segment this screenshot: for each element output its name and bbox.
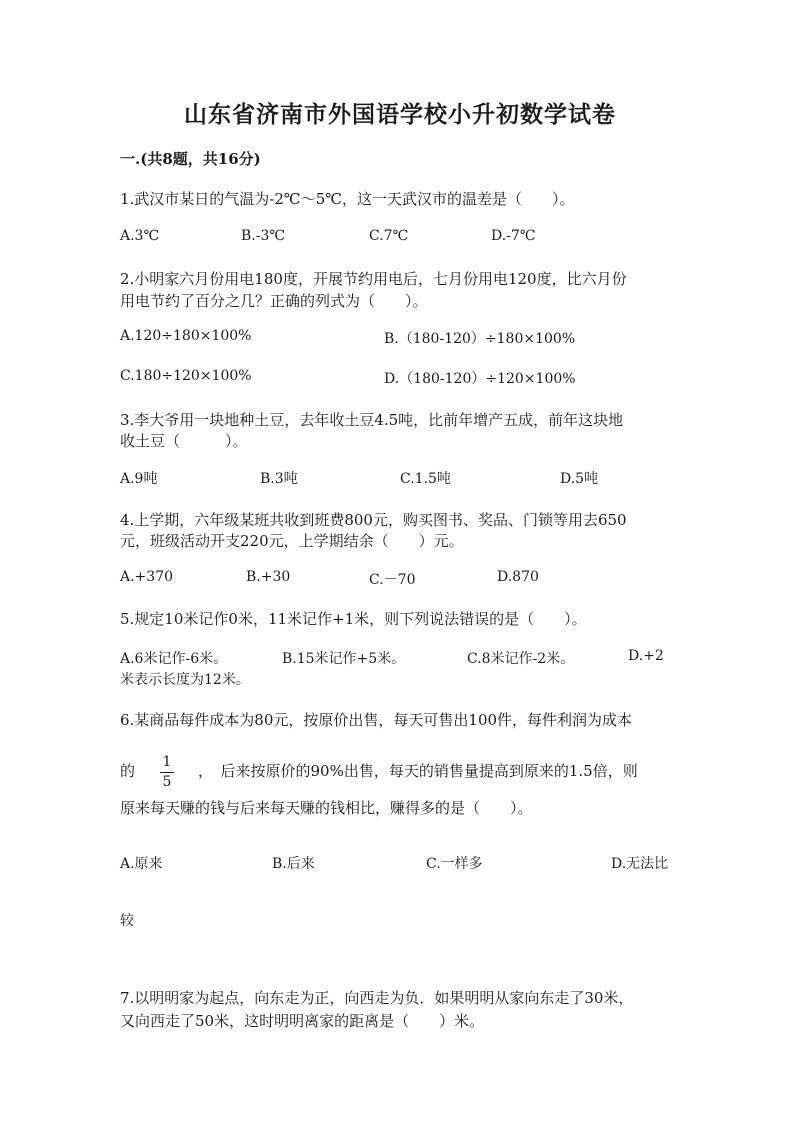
- section-heading: 一.(共8题，共16分): [120, 150, 261, 168]
- question-4-stem-line-2: 元，班级活动开支220元，上学期结余（ ）元。: [120, 532, 464, 550]
- fraction-numerator: 1: [162, 754, 172, 770]
- question-6-option-b: B.后来: [272, 856, 315, 872]
- question-2-option-d: D.（180-120）÷120×100%: [384, 371, 576, 387]
- question-4-option-b: B.+30: [246, 569, 291, 585]
- question-6-option-d: D.无法比: [611, 856, 669, 872]
- question-3-stem-line-2: 收土豆（ ）。: [120, 432, 248, 450]
- question-1-option-c: C.7℃: [369, 228, 409, 244]
- question-3-option-d: D.5吨: [560, 471, 599, 487]
- question-2-stem-line-2: 用电节约了百分之几？正确的列式为（ ）。: [120, 292, 428, 310]
- question-4-option-c: C.－70: [369, 572, 416, 588]
- question-7-stem-line-1: 7.以明明家为起点，向东走为正，向西走为负．如果明明从家向东走了30米，: [120, 989, 634, 1007]
- fraction-one-fifth: [160, 754, 174, 791]
- question-5-stem: 5.规定10米记作0米，11米记作+1米，则下列说法错误的是（ ）。: [120, 610, 587, 628]
- question-1-stem: 1.武汉市某日的气温为-2℃～5℃，这一天武汉市的温差是（ ）。: [120, 190, 575, 208]
- question-2-option-c: C.180÷120×100%: [120, 368, 252, 384]
- fraction-denominator: 5: [162, 774, 172, 790]
- question-2-option-b: B.（180-120）÷180×100%: [384, 331, 576, 347]
- question-2-stem-line-1: 2.小明家六月份用电180度，开展节约用电后，七月份用电120度，比六月份: [120, 270, 627, 288]
- question-6-line-3: 原来每天赚的钱与后来每天赚的钱相比，赚得多的是（ ）。: [120, 799, 533, 817]
- fraction-bar: [160, 772, 174, 773]
- question-4-option-a: A.+370: [120, 569, 174, 585]
- question-2-option-a: A.120÷180×100%: [120, 328, 252, 344]
- question-6-line-2-suffix: ， 后来按原价的90%出售，每天的销售量提高到原来的1.5倍，则: [198, 762, 638, 780]
- question-6-option-d-continued: 较: [120, 913, 134, 929]
- question-3-stem-line-1: 3.李大爷用一块地种土豆，去年收土豆4.5吨，比前年增产五成，前年这块地: [120, 411, 624, 429]
- question-6-option-c: C.一样多: [426, 856, 483, 872]
- question-6-option-a: A.原来: [120, 856, 163, 872]
- question-4-stem-line-1: 4.上学期，六年级某班共收到班费800元，购买图书、奖品、门锁等用去650: [120, 511, 627, 529]
- question-7-stem-line-2: 又向西走了50米，这时明明离家的距离是（ ）米。: [120, 1012, 485, 1030]
- question-1-option-b: B.-3℃: [241, 228, 286, 244]
- question-3-option-b: B.3吨: [260, 471, 298, 487]
- question-5-option-c: C.8米记作-2米。: [467, 651, 575, 667]
- question-1-option-a: A.3℃: [120, 228, 160, 244]
- question-6-line-1: 6.某商品每件成本为80元，按原价出售，每天可售出100件，每件利润为成本: [120, 711, 633, 729]
- question-5-option-d: D.+2: [628, 648, 664, 664]
- exam-title: 山东省济南市外国语学校小升初数学试卷: [184, 101, 616, 128]
- question-4-option-d: D.870: [497, 569, 539, 585]
- question-5-option-d-continued: 米表示长度为12米。: [120, 672, 250, 688]
- question-5-option-a: A.6米记作-6米。: [120, 651, 228, 667]
- question-5-option-b: B.15米记作+5米。: [282, 651, 406, 667]
- question-1-option-d: D.-7℃: [491, 228, 536, 244]
- question-3-option-c: C.1.5吨: [400, 471, 451, 487]
- question-6-line-2-prefix: 的: [120, 762, 136, 780]
- question-3-option-a: A.9吨: [120, 471, 158, 487]
